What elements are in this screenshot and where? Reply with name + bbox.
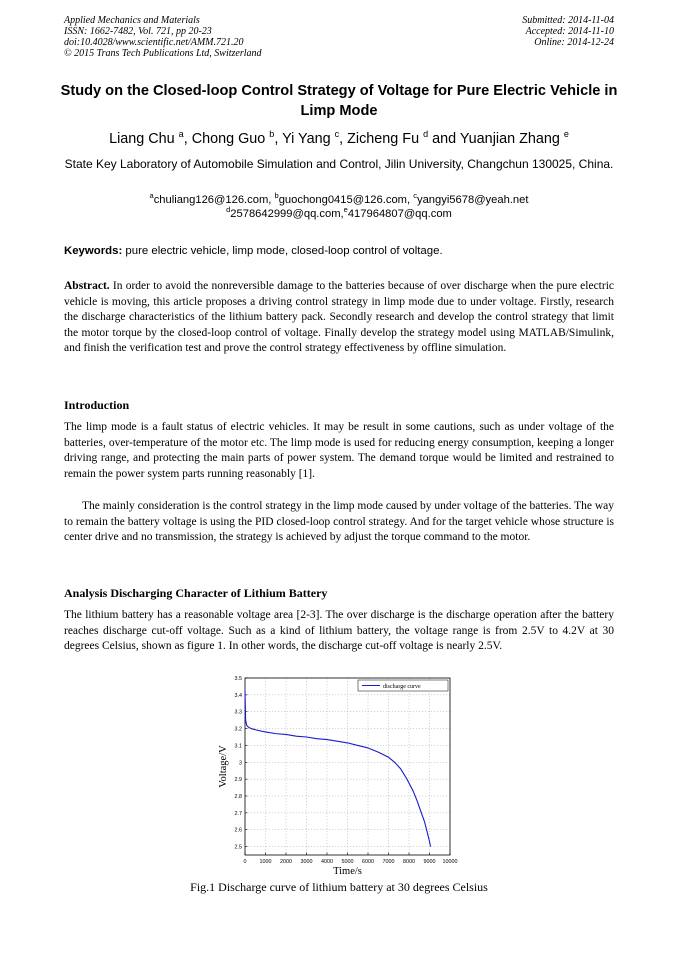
author-affiliation-mark: e bbox=[563, 129, 569, 139]
author-affiliation-mark: c bbox=[334, 129, 340, 139]
x-tick-label: 2000 bbox=[280, 859, 292, 865]
x-tick-label: 9000 bbox=[423, 859, 436, 865]
email-mark: d bbox=[226, 205, 231, 214]
abstract-paragraph bbox=[64, 279, 614, 357]
x-tick-label: 3000 bbox=[300, 859, 313, 865]
author-affiliation-mark: b bbox=[269, 129, 275, 139]
y-tick-label: 3 bbox=[239, 760, 242, 767]
author-name: Zicheng Fu bbox=[347, 131, 420, 147]
keywords-line bbox=[64, 244, 443, 258]
y-tick-label: 3.5 bbox=[234, 676, 242, 682]
x-tick-label: 10000 bbox=[442, 859, 458, 865]
keywords-text: pure electric vehicle, limp mode, closed-loop control of voltage. bbox=[125, 245, 443, 257]
email-mark: a bbox=[149, 191, 154, 200]
y-tick-label: 2.9 bbox=[234, 777, 242, 784]
analysis-paragraph-1: The lithium battery has a reasonable voltage area [2-3]. The over discharge is the discharge operation after the battery reaches discharge cut-off voltage. Such as a kind of lithium battery, the voltage range is from 2.5V to 4.2V at 30 degrees Celsius, shown as figure 1. In other words, the discharge cut-off voltage is nearly 2.5V. bbox=[64, 609, 614, 653]
journal-name: Applied Mechanics and Materials bbox=[64, 15, 200, 26]
email-d: 2578642999@qq.com, bbox=[230, 208, 344, 220]
discharge-curve-chart bbox=[214, 673, 464, 878]
email-mark: b bbox=[274, 191, 279, 200]
x-tick-label: 8000 bbox=[403, 859, 415, 865]
author-name: Chong Guo bbox=[191, 131, 266, 147]
author-emails bbox=[60, 193, 618, 221]
author-name: Liang Chu bbox=[109, 131, 175, 147]
introduction-paragraph-2: The mainly consideration is the control strategy in the limp mode caused by under voltage of the batteries. The way to remain the battery voltage is using the PID closed-loop control strategy. And for the target vehicle whose structure is center drive and no transmission, the strategy is achieved by adjust the torque command to the motor. bbox=[64, 500, 614, 544]
y-tick-label: 2.6 bbox=[234, 827, 242, 834]
email-mark: c bbox=[413, 191, 417, 200]
email-e: 417964807@qq.com bbox=[347, 208, 452, 220]
x-axis-label: Time/s bbox=[333, 866, 362, 877]
x-tick-label: 1000 bbox=[259, 859, 272, 865]
email-mark: e bbox=[343, 205, 348, 214]
section-heading-analysis: Analysis Discharging Character of Lithium Battery bbox=[64, 586, 328, 600]
abstract-label: Abstract. bbox=[64, 280, 110, 292]
author-affiliation-mark: d bbox=[423, 129, 429, 139]
section-heading-introduction: Introduction bbox=[64, 398, 130, 412]
paper-title: Study on the Closed-loop Control Strategy of Voltage for Pure Electric Vehicle in Limp Mode bbox=[60, 83, 618, 119]
figure-1 bbox=[214, 673, 464, 878]
online-date: Online: 2014-12-24 bbox=[534, 37, 614, 48]
y-tick-label: 2.5 bbox=[234, 844, 242, 851]
y-tick-label: 3.1 bbox=[234, 743, 242, 750]
journal-issn: ISSN: 1662-7482, Vol. 721, pp 20-23 bbox=[64, 26, 212, 37]
y-tick-label: 3.4 bbox=[234, 692, 242, 699]
publication-dates bbox=[522, 15, 614, 48]
legend-label: discharge curve bbox=[383, 683, 421, 690]
y-tick-label: 3.2 bbox=[234, 726, 242, 733]
author-affiliation: State Key Laboratory of Automobile Simulation and Control, Jilin University, Changchun 130025, China. bbox=[64, 157, 614, 171]
journal-copyright: © 2015 Trans Tech Publications Ltd, Switzerland bbox=[64, 48, 262, 59]
author-affiliation-mark: a bbox=[178, 129, 184, 139]
x-tick-label: 0 bbox=[243, 859, 247, 865]
submitted-date: Submitted: 2014-11-04 bbox=[522, 15, 614, 26]
email-line-1 bbox=[60, 193, 618, 207]
y-tick-label: 3.3 bbox=[234, 709, 242, 716]
author-list: Liang Chu $^a$, Chong Guo $^b$, Yi Yang $^c$, Zicheng Fu $^d$ and Yuanjian Zhang $^e$ bbox=[109, 129, 569, 147]
figure-caption: Fig.1 Discharge curve of lithium battery at 30 degrees Celsius bbox=[190, 880, 488, 894]
email-a: chuliang126@126.com, bbox=[153, 194, 272, 206]
introduction-paragraph-1: The limp mode is a fault status of electric vehicles. It may be result in some cautions, such as under voltage of the batteries, over-temperature of the motor etc. The limp mode is used for reducing energy consumption, keeping a longer driving range, and protecting the main parts of power system. The demand torque would be limited and restrained to remain the power system parts running reasonably [1]. bbox=[64, 421, 614, 480]
email-line-2 bbox=[60, 207, 618, 221]
author-name: Yuanjian Zhang bbox=[459, 131, 560, 147]
x-tick-label: 5000 bbox=[341, 859, 354, 865]
email-b: guochong0415@126.com, bbox=[278, 194, 411, 206]
keywords-label: Keywords: bbox=[64, 245, 123, 257]
author-name: Yi Yang bbox=[282, 131, 331, 147]
accepted-date: Accepted: 2014-11-10 bbox=[525, 26, 614, 37]
journal-header bbox=[64, 15, 262, 59]
y-axis-label: Voltage/V bbox=[218, 745, 229, 788]
abstract-text: In order to avoid the nonreversible damage to the batteries because of over discharge when the pure electric vehicle is moving, this article proposes a driving control strategy in limp mode due to under voltage. Firstly, research the discharge characteristics of the lithium battery pack. Secondly research and develop the control strategy that limit the motor torque by the closed-loop control of voltage. Finally develop the strategy model using MATLAB/Simulink, and finish the verification test and prove the control strategy effectiveness by offline simulation. bbox=[64, 280, 614, 355]
journal-doi: doi:10.4028/www.scientific.net/AMM.721.20 bbox=[64, 37, 244, 48]
y-tick-label: 2.7 bbox=[234, 810, 242, 817]
x-tick-label: 6000 bbox=[362, 859, 374, 865]
x-tick-label: 7000 bbox=[382, 859, 395, 865]
x-tick-label: 4000 bbox=[321, 859, 333, 865]
email-c: yangyi5678@yeah.net bbox=[416, 194, 529, 206]
y-tick-label: 2.8 bbox=[234, 794, 242, 800]
